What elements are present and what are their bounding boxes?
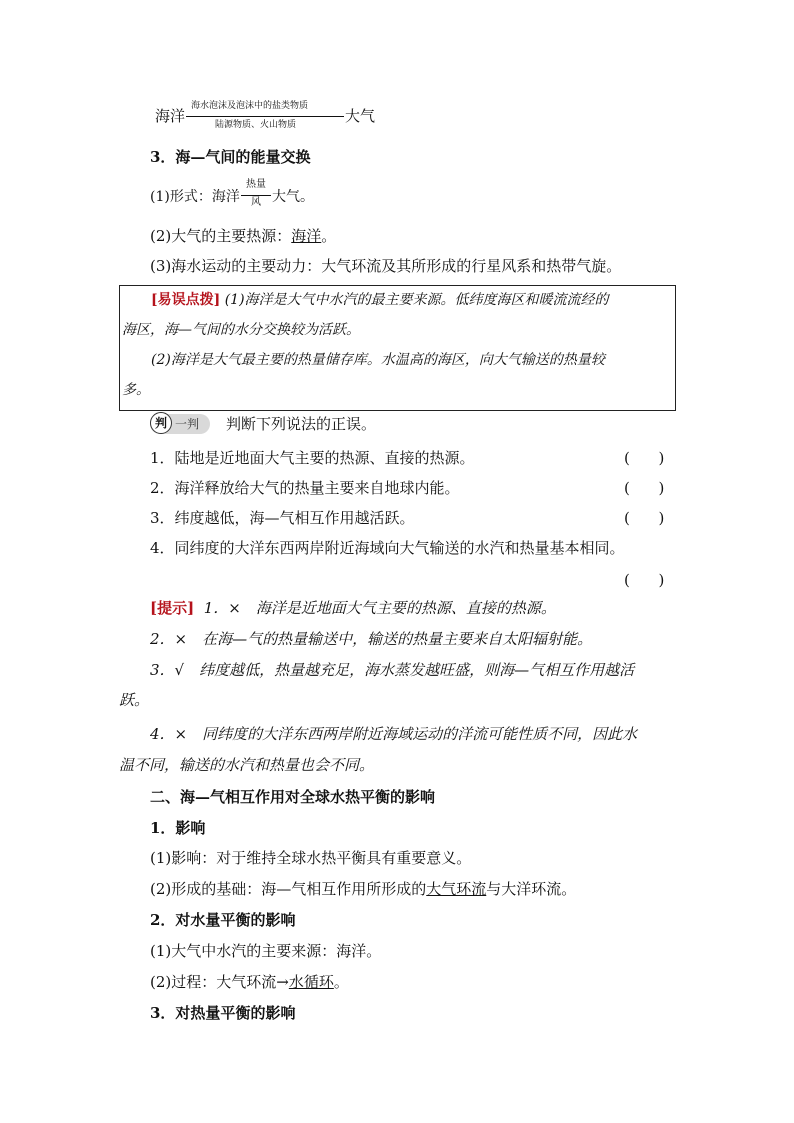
influence-item-2-answer: 大气环流 [426, 880, 487, 898]
energy-form-top: 热量 [246, 179, 266, 190]
hint-1-text: 1．× 海洋是近地面大气主要的热源、直接的热源。 [203, 599, 556, 617]
error-tip-line1 [151, 290, 609, 310]
judge-item-3: 3．纬度越低，海—气相互作用越活跃。 [150, 509, 415, 527]
judge-item-1: 1．陆地是近地面大气主要的热源、直接的热源。 [150, 449, 475, 467]
error-tip-tag: [易误点拨] [151, 292, 221, 308]
error-tip-p2-line2: 多。 [122, 382, 150, 398]
judge-badge-label: 一判 [175, 417, 200, 431]
influence-heading: 1．影响 [150, 819, 206, 837]
water-balance-item-2-prefix: (2)过程：大气环流→ [150, 973, 289, 991]
water-balance-heading: 2．对水量平衡的影响 [150, 911, 296, 929]
section2-heading: 二、海—气相互作用对全球水热平衡的影响 [150, 788, 436, 806]
error-tip-p1-line1: (1)海洋是大气中水汽的最主要来源。低纬度海区和暖流流经的 [224, 292, 609, 308]
error-tip-box [119, 285, 676, 411]
judge-item-4: 4．同纬度的大洋东西两岸附近海域向大气输送的水汽和热量基本相同。 [150, 539, 625, 557]
influence-item-1: (1)影响：对于维持全球水热平衡具有重要意义。 [150, 849, 472, 867]
main-heat-source-answer: 海洋 [291, 227, 322, 245]
error-tip-p2-line1: (2)海洋是大气最主要的热量储存库。水温高的海区，向大气输送的热量较 [151, 352, 605, 368]
formula-left: 海洋 [155, 107, 186, 125]
ocean-motion-power-line: (3)海水运动的主要动力：大气环流及其所形成的行星风系和热带气旋。 [150, 257, 622, 275]
main-heat-source-suffix: 。 [321, 227, 337, 245]
judge-item-2: 2．海洋释放给大气的热量主要来自地球内能。 [150, 479, 460, 497]
hint-tag: [提示] [150, 599, 195, 617]
hint-3-line2: 跃。 [119, 691, 150, 709]
energy-form-suffix: 大气。 [272, 189, 314, 205]
judge-title: 判断下列说法的正误。 [226, 415, 377, 433]
energy-form-prefix: (1)形式：海洋 [150, 189, 240, 205]
energy-form-bottom: 风 [251, 197, 261, 208]
judge-answer-blank-3: ( ) [624, 509, 665, 527]
formula-arrow [186, 116, 344, 117]
formula-bottom-label: 陆源物质、火山物质 [215, 120, 297, 130]
energy-exchange-heading: 3．海—气间的能量交换 [150, 148, 311, 166]
influence-item-2-prefix: (2)形成的基础：海—气相互作用所形成的 [150, 880, 427, 898]
judge-badge-icon: 判 [150, 412, 172, 434]
influence-item-2 [150, 879, 576, 899]
water-balance-item-2-answer: 水循环 [288, 973, 334, 991]
hint-3-line1: 3．√ 纬度越低，热量越充足，海水蒸发越旺盛，则海—气相互作用越活 [150, 661, 635, 679]
judge-answer-blank-1: ( ) [624, 449, 665, 467]
judge-answer-blank-4: ( ) [624, 571, 665, 589]
water-balance-item-1: (1)大气中水汽的主要来源：海洋。 [150, 942, 382, 960]
hint-1 [150, 598, 556, 618]
error-tip-p1-line2: 海区，海—气间的水分交换较为活跃。 [122, 322, 360, 338]
water-balance-item-2-suffix: 。 [333, 973, 349, 991]
hint-4-line2: 温不同，输送的水汽和热量也会不同。 [119, 756, 375, 774]
hint-2: 2．× 在海—气的热量输送中，输送的热量主要来自太阳辐射能。 [150, 630, 593, 648]
main-heat-source-line [150, 226, 336, 246]
influence-item-2-suffix: 与大洋环流。 [486, 880, 577, 898]
heat-balance-heading: 3．对热量平衡的影响 [150, 1004, 296, 1022]
water-balance-item-2 [150, 972, 349, 992]
formula-top-label: 海水泡沫及泡沫中的盐类物质 [191, 101, 309, 111]
main-heat-source-prefix: (2)大气的主要热源： [150, 227, 292, 245]
judge-answer-blank-2: ( ) [624, 479, 665, 497]
hint-4-line1: 4．× 同纬度的大洋东西两岸附近海域运动的洋流可能性质不同，因此水 [150, 725, 638, 743]
formula-right: 大气 [345, 107, 376, 125]
energy-form-arrow [241, 195, 271, 196]
